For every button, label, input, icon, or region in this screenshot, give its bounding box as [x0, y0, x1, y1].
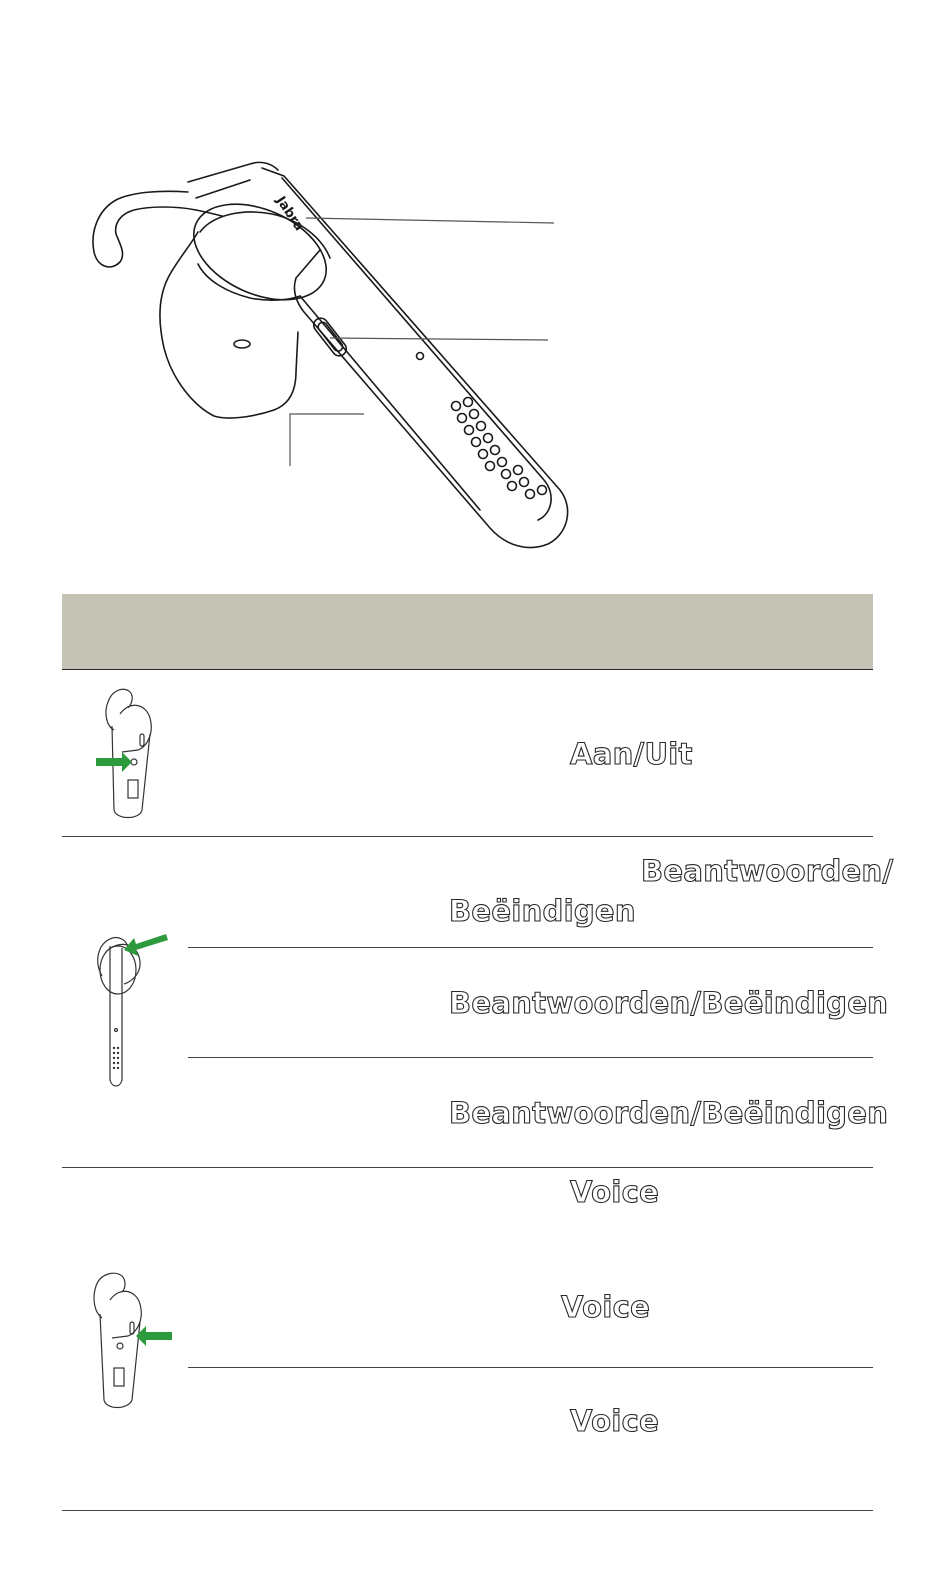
brand-label: Jabra	[272, 193, 307, 234]
voice-label: Voice	[570, 1175, 660, 1209]
green-arrow	[124, 934, 168, 956]
sub-row-divider	[188, 1057, 873, 1058]
power-button-label: Aan/Uit	[570, 737, 693, 771]
headset-thumb-power	[90, 676, 170, 821]
button-illustration	[311, 315, 349, 358]
table-header	[62, 594, 873, 669]
callout-line-1	[306, 218, 554, 223]
row-divider	[62, 669, 873, 670]
green-arrow	[136, 1326, 172, 1346]
sub-row-divider	[188, 1367, 873, 1368]
headset-thumb-answer	[88, 920, 170, 1090]
ear-hook	[93, 191, 196, 267]
headset-body	[262, 168, 568, 547]
callout-line-3	[290, 414, 364, 466]
answer-end-label: Beantwoorden/Beëindigen	[449, 1096, 889, 1130]
table-bottom-rule	[62, 1510, 873, 1511]
answer-end-label-part1: Beantwoorden/	[641, 854, 894, 888]
green-arrow	[96, 752, 132, 772]
row-divider	[62, 1167, 873, 1168]
headset-illustration	[0, 0, 950, 580]
answer-end-label: Beantwoorden/Beëindigen	[449, 986, 889, 1020]
headset-thumb-voice	[86, 1262, 174, 1412]
ear-gel	[160, 232, 298, 418]
mic-grill	[452, 398, 547, 499]
voice-label: Voice	[561, 1290, 651, 1324]
voice-label: Voice	[570, 1404, 660, 1438]
sub-row-divider	[188, 947, 873, 948]
answer-end-label-part2: Beëindigen	[449, 894, 636, 928]
callout-line-2	[330, 338, 548, 340]
row-divider	[62, 836, 873, 837]
